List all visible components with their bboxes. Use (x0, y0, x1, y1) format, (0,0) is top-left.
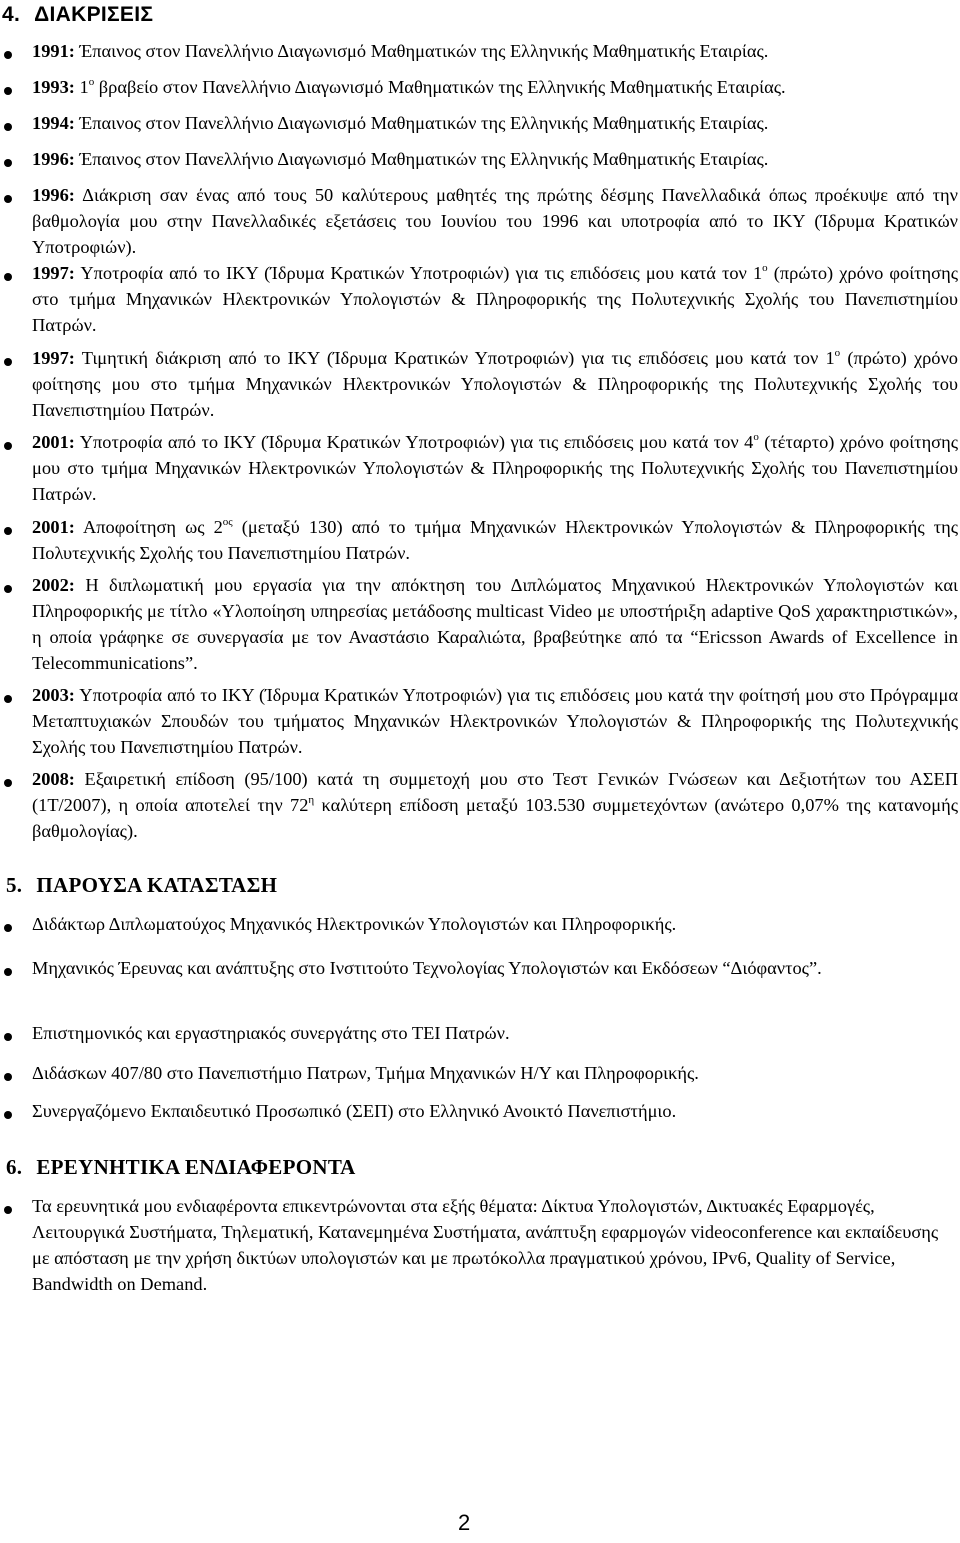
section-5-heading (6, 872, 277, 898)
bullet-icon (4, 924, 12, 932)
award-item-2008 (32, 766, 958, 844)
award-text: 1 (74, 77, 89, 97)
award-text: (μεταξύ 130) από το τμήμα Μηχανικών Ηλεκτρονικών Υπολογιστών & Πληροφορικής της Πολυτεχνικής Σχολής του Πανεπιστημίου Πατρών. (32, 517, 958, 563)
bullet-icon (4, 123, 12, 131)
status-text: Συνεργαζόμενο Εκπαιδευτικό Προσωπικό (ΣΕΠ) στο Ελληνικό Ανοικτό Πανεπιστήμιο. (32, 1101, 677, 1121)
section-5-number: 5. (6, 873, 23, 897)
ordinal-superscript: ος (222, 516, 233, 528)
award-text: καλύτερη επίδοση μεταξύ 103.530 συμμετεχόντων (ανώτερο 0,07% της κατανομής βαθμολογίας). (32, 795, 958, 841)
section-4-title: ΔΙΑΚΡΙΣΕΙΣ (34, 3, 154, 26)
bullet-icon (4, 51, 12, 59)
bullet-icon (4, 695, 12, 703)
award-year: 2003: (32, 685, 75, 705)
award-item-1996a (32, 146, 958, 172)
award-year: 1997: (32, 263, 75, 283)
award-text: Έπαινος στον Πανελλήνιο Διαγωνισμό Μαθηματικών της Ελληνικής Μαθηματικής Εταιρίας. (74, 149, 769, 169)
bullet-icon (4, 159, 12, 167)
bullet-icon (4, 779, 12, 787)
award-text: Αποφοίτηση ως 2 (74, 517, 223, 537)
section-5-title: ΠΑΡΟΥΣΑ ΚΑΤΑΣΤΑΣΗ (36, 873, 278, 897)
award-year: 1996: (32, 149, 75, 169)
bullet-icon (4, 87, 12, 95)
award-text: Η διπλωματική μου εργασία για την απόκτηση του Διπλώματος Μηχανικού Ηλεκτρονικών Υπολογιστών και Πληροφορικής με τίτλο «Υλοποίηση υπηρεσίας μετάδοσης multicast Video με υποστήριξη adaptive QoS χαρακτηριστικών», η οποία γράφηκε σε συνεργασία με τον Αναστάσιο Καραλιώτα, βραβεύτηκε από τα “Ericsson Awards of Excellence in Telecommunications”. (32, 575, 958, 673)
section-6-heading (6, 1154, 356, 1180)
ordinal-superscript: ο (762, 262, 768, 274)
ordinal-superscript: ο (753, 431, 759, 443)
bullet-icon (4, 358, 12, 366)
status-text: Μηχανικός Έρευνας και ανάπτυξης στο Ινστιτούτο Τεχνολογίας Υπολογιστών και Εκδόσεων “Διόφαντος”. (32, 958, 822, 978)
bullet-icon (4, 442, 12, 450)
bullet-icon (4, 585, 12, 593)
section-6-number: 6. (6, 1155, 23, 1179)
status-item (32, 1020, 958, 1046)
research-interests-text: Τα ερευνητικά μου ενδιαφέροντα επικεντρώνονται στα εξής θέματα: Δίκτυα Υπολογιστών, Δικτυακές Εφαρμογές, Λειτουργικά Συστήματα, Τηλεματική, Κατανεμημένα Συστήματα, ανάπτυξη εφαρμογών videoconference και εκπαίδευσης με απόσταση με την χρήση δικτύων υπολογιστών και με πρωτόκολλα πραγματικού χρόνου, IPv6, Quality of Service, Bandwidth on Demand. (32, 1196, 939, 1294)
award-text: (πρώτο) χρόνο φοίτησης μου στο τμήμα Μηχανικών Ηλεκτρονικών Υπολογιστών & Πληροφορικής της Πολυτεχνικής Σχολής του Πανεπιστημίου Πατρών. (32, 348, 958, 420)
status-item (32, 1060, 958, 1086)
ordinal-superscript: ο (834, 347, 841, 359)
award-year: 1997: (32, 348, 75, 368)
award-year: 1991: (32, 41, 75, 61)
award-item-2001b (32, 514, 958, 566)
award-item-1993 (32, 74, 958, 100)
ordinal-superscript: ο (88, 76, 95, 88)
award-text: Έπαινος στον Πανελλήνιο Διαγωνισμό Μαθηματικών της Ελληνικής Μαθηματικής Εταιρίας. (74, 41, 769, 61)
research-interests-item (32, 1193, 958, 1297)
bullet-icon (4, 1073, 12, 1081)
award-text: Έπαινος στον Πανελλήνιο Διαγωνισμό Μαθηματικών της Ελληνικής Μαθηματικής Εταιρίας. (74, 113, 769, 133)
award-text: Τιμητική διάκριση από το ΙΚΥ (Ίδρυμα Κρατικών Υποτροφιών) για τις επιδόσεις μου κατά τον 1 (74, 348, 835, 368)
bullet-icon (4, 968, 12, 976)
award-year: 2002: (32, 575, 75, 595)
award-item-1994 (32, 110, 958, 136)
award-year: 2001: (32, 517, 75, 537)
status-text: Διδάκτωρ Διπλωματούχος Μηχανικός Ηλεκτρονικών Υπολογιστών και Πληροφορικής. (32, 914, 677, 934)
status-item (32, 1098, 958, 1124)
page-number: 2 (458, 1510, 471, 1535)
award-year: 1996: (32, 185, 75, 205)
award-item-1997a (32, 260, 958, 338)
section-4-heading (2, 2, 153, 28)
status-text: Διδάσκων 407/80 στο Πανεπιστήμιο Πατρων, Τμήμα Μηχανικών Η/Υ και Πληροφορικής. (32, 1063, 699, 1083)
award-text: (τέταρτο) χρόνο φοίτησης μου στο τμήμα Μηχανικών Ηλεκτρονικών Υπολογιστών & Πληροφορικής της Πολυτεχνικής Σχολής του Πανεπιστημίου Πατρών. (32, 432, 958, 504)
award-item-2003 (32, 682, 958, 760)
award-text: Εξαιρετική επίδοση (95/100) κατά τη συμμετοχή μου στο Τεστ Γενικών Γνώσεων και Δεξιοτήτων του ΑΣΕΠ (1Τ/2007), η οποία αποτελεί την 72 (32, 769, 958, 815)
award-year: 2001: (32, 432, 75, 452)
ordinal-superscript: η (308, 794, 315, 806)
status-text: Επιστημονικός και εργαστηριακός συνεργάτης στο ΤΕΙ Πατρών. (32, 1023, 510, 1043)
status-item (32, 911, 958, 937)
section-6-title: ΕΡΕΥΝΗΤΙΚΑ ΕΝΔΙΑΦΕΡΟΝΤΑ (36, 1155, 356, 1179)
bullet-icon (4, 527, 12, 535)
award-text: βραβείο στον Πανελλήνιο Διαγωνισμό Μαθηματικών της Ελληνικής Μαθηματικής Εταιρίας. (94, 77, 786, 97)
bullet-icon (4, 273, 12, 281)
award-text: Υποτροφία από το ΙΚΥ (Ίδρυμα Κρατικών Υποτροφιών) για τις επιδόσεις μου κατά τον 1 (74, 263, 763, 283)
award-year: 2008: (32, 769, 75, 789)
section-4-number: 4. (2, 3, 21, 26)
award-text: (πρώτο) χρόνο φοίτησης στο τμήμα Μηχανικών Ηλεκτρονικών Υπολογιστών & Πληροφορικής της Πολυτεχνικής Σχολής του Πανεπιστημίου Πατρών. (32, 263, 958, 335)
award-text: Υποτροφία από το ΙΚΥ (Ίδρυμα Κρατικών Υποτροφιών) για τις επιδόσεις μου κατά την φοίτησή μου στο Πρόγραμμα Μεταπτυχιακών Σπουδών του τμήματος Μηχανικών Ηλεκτρονικών Υπολογιστών & Πληροφορικής της Πολυτεχνικής Σχολής του Πανεπιστημίου Πατρών. (32, 685, 958, 757)
bullet-icon (4, 1111, 12, 1119)
bullet-icon (4, 1033, 12, 1041)
award-item-2001a (32, 429, 958, 507)
award-item-1991 (32, 38, 958, 64)
award-text: Υποτροφία από το ΙΚΥ (Ίδρυμα Κρατικών Υποτροφιών) για τις επιδόσεις μου κατά τον 4 (74, 432, 754, 452)
award-year: 1993: (32, 77, 75, 97)
award-item-1997b (32, 345, 958, 423)
award-item-2002 (32, 572, 958, 676)
status-item (32, 955, 958, 981)
bullet-icon (4, 1206, 12, 1214)
award-year: 1994: (32, 113, 75, 133)
award-item-1996b (32, 182, 958, 260)
award-text: Διάκριση σαν ένας από τους 50 καλύτερους μαθητές της πρώτης δέσμης Πανελλαδικά όπως προέκυψε από την βαθμολογία μου στην Πανελλαδικές εξετάσεις του Ιουνίου του 1996 και υποτροφία από το ΙΚΥ (Ίδρυμα Κρατικών Υποτροφιών). (32, 185, 958, 257)
bullet-icon (4, 195, 12, 203)
